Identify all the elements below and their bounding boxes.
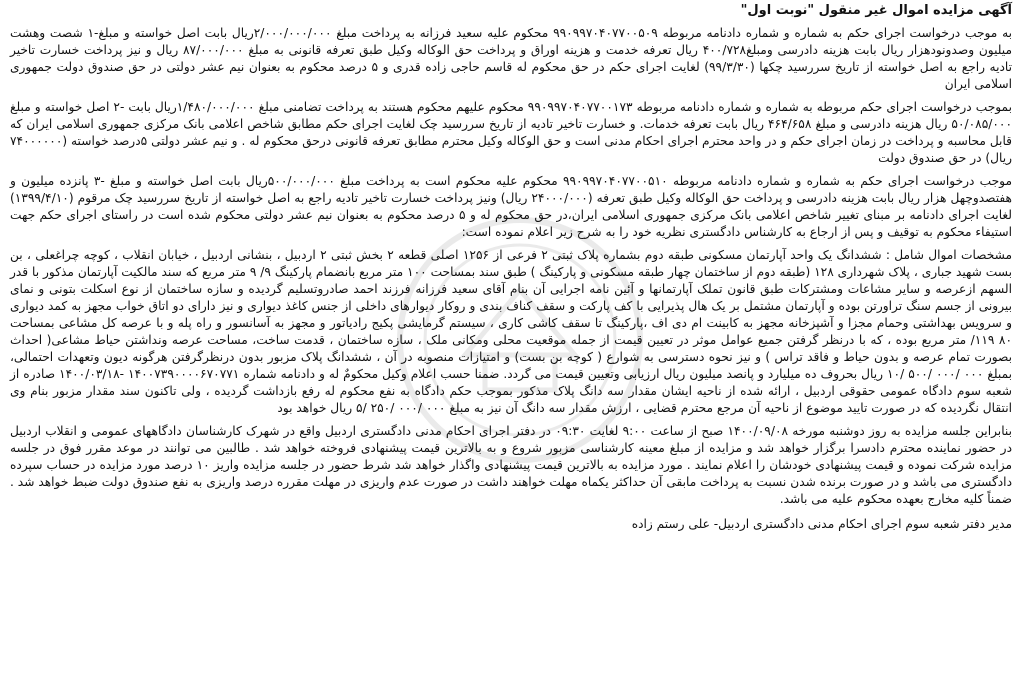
signature-line: مدیر دفتر شعبه سوم اجرای احکام مدنی دادگستری اردبیل- علی رستم زاده bbox=[631, 517, 1012, 531]
property-specifications: مشخصات اموال شامل : ششدانگ یک واحد آپارتمان مسکونی طبقه دوم بشماره پلاک ثبتی ۲ فرعی از ۱۲۵۶ اصلی قطعه ۲ بخش ثبتی ۲ اردبیل ، بنشانی اردبیل ، خیابان انقلاب ، کوچه چراغعلی ، بن بست شهید جباری ، پلاک شهرداری ۱۲۸ (طبقه دوم از ساختمان چهار طبقه مسکونی و پارکینگ ) طبق سند بمساحت ۱۰۰ متر مربع بانضمام پارکینگ ۹/ ۹ متر مربع که سند مالکیت آپارتمان مذکور با قدر السهم ازعرصه و سایر مشاعات ومشترکات طبق قانون تملک آپارتمانها و آئین نامه اجرایی آن بنام آقای سعید فرزانه فرزند احمد صادروتسلیم گردیده و سازه ساختمان از نوع اسکلت بتونی و نمای بیرونی از جسم سنگ تراورتن بوده و آپارتمان مشتمل بر یک هال پذیرایی با کف پارکت و سقف کناف بندی و روکار دیوارهای داخلی از جنس کاغذ دیواری و نیز دارای دو اتاق خواب مجهز به کمد دیواری و سرویس بهداشتی وحمام مجزا و آشپزخانه مجهز به کابینت ام دی اف ،پارکینگ تا سقف کاشی کاری ، سیستم گرمایشی پکیج رادیاتور و مجهز به آسانسور و راه پله و با عرصه کل مشاعی بمساحت ۸۰ ۱۱۹/ متر مربع بوده ، که با درنظر گرفتن جمیع عوامل موثر در تعیین قیمت از جمله موقعیت محلی ومکانی ملک ، سازه ساختمان ، قدمت ساخت، مساحت عرصه ونداشتن حیاط مشاعی( احداث بصورت تمام عرصه و بدون حیاط و فاقد تراس ) و نیز نحوه دسترسی به شوارع ( کوچه بن بست) و امتیازات منصوبه در آن ، ششدانگ پلاک مزبور بدون درنظرگرفتن هرگونه دیون وتعهدات احتمالی، بمبلغ ۰۰۰ /۰۰۰ /۵۰۰ /۱۰ ریال بحروف ده میلیارد و پانصد میلیون ریال ارزیابی وتعیین قیمت می گردد. ضمنا حسب اعلام وکیل محکومٌ له و دادنامه شماره ۱۴۰۰۷۳۹۰۰۰۰۶۷۰۷۷۱ -۱۴۰۰/۰۳/۱۸ صادره از شعبه سوم دادگاه عمومی حقوقی اردبیل ، ارائه شده از ناحیه ایشان مقدار سه دانگ پلاک مذکور بموجب حکم دادگاه به نفع محکوم له رفع بازداشت گردیده ، ولی تاکنون سند مقدار مزبور بنام وی انتقال نگردیده که در صورت تایید موضوع از ناحیه آن مرجع محترم قضایی ، ارزش مقدار سه دانگ آن نیز به مبلغ ۰۰۰ /۰۰۰ /۲۵۰ /۵ ریال خواهد بود bbox=[10, 248, 1013, 415]
auction-notice-document bbox=[10, 2, 1012, 688]
notice-title: آگهی مزایده اموال غیر منقول "نوبت اول" bbox=[740, 3, 1012, 18]
notice-paragraph-3: موجب درخواست اجرای حکم به شماره و شماره دادنامه مربوطه ۹۹۰۹۹۷۰۴۰۷۷۰۰۵۱۰ محکوم علیه محکوم است به پرداخت مبلغ ۵۰۰/۰۰۰/۰۰۰ریال بابت اصل خواسته و مبلغ -۳ پانزده میلیون و هفتصدوچهل هزار ریال بابت هزینه دادرسی و پرداخت حق الوکاله وکیل طبق تعرفه (۲۴۰۰۰/۰۰۰ ریال) ونیز پرداخت خسارت تاخیر تادیه راجع به اصل خواسته از تاریخ سررسید چک مرقوم (۱۳۹۹/۴/۱۰) لغایت اجرای دادنامه بر مبنای تغییر شاخص اعلامی بانک مرکزی جمهوری اسلامی ایران،در حق محکوم له و ۵ درصد محکوم به بعنوان نیم عشر دولتی محکوم شده است در راستای اجرای حکم جهت استیفاء محکوم به توقیف و پس از ارجاع به کارشناس دادگستری نظریه خود را به شرح زیر اعلام نموده است: bbox=[10, 174, 1013, 239]
notice-paragraph-2: بموجب درخواست اجرای حکم مربوطه به شماره و شماره دادنامه مربوطه ۹۹۰۹۹۷۰۴۰۷۷۰۰۱۷۳ محکوم علیهم محکوم هستند به پرداخت تضامنی مبلغ ۱/۴۸۰/۰۰۰/۰۰۰ریال بابت -۲ اصل خواسته و مبلغ ۵۰/۰۸۵/۰۰۰ ریال هزینه دادرسی و مبلغ ۴۶۴/۶۵۸ ریال بابت تعرفه خدمات. و خسارت تاخیر تادیه از تاریخ سررسید چک لغایت اجرای حکم مطابق شاخص اعلامی بانک مرکزی جمهوری اسلامی ایران که قابل محاسبه و پرداخت در زمان اجرای حکم و در واحد محترم اجرای احکام مدنی است و حق الوکاله وکیل محترم مطابق تعرفه قانونی درحق محکوم له . و نیم عشر دولتی ۵درصد خواسته (۷۴۰۰۰۰۰۰ ریال) در حق صندوق دولت bbox=[10, 100, 1012, 165]
notice-paragraph-1: به موجب درخواست اجرای حکم به شماره و شماره دادنامه مربوطه ۹۹۰۹۹۷۰۴۰۷۷۰۰۵۰۹ محکوم علیه سعید فرزانه به پرداخت مبلغ ۲/۰۰۰/۰۰۰/۰۰۰ریال بابت اصل خواسته و مبلغ-۱ شصت وهشت میلیون وصدونودهزار ریال بابت هزینه دادرسی ومبلغ۴۰۰/۷۲۸ ریال تعرفه خدمت و هزینه اوراق و پرداخت حق الوکاله وکیل طبق تعرفه قانونی به مبلغ ۸۷/۰۰۰/۰۰۰ ریال و نیز پرداخت خسارت تاخیر تادیه راجع به اصل خواسته از تاریخ سررسید چکها (۹۹/۳/۳۰) لغایت اجرای حکم در حق محکوم له قاسم حاجی زاده قدری و ۵ درصد محکوم به بعنوان نیم عشر دولتی در حق صندوق دولت جمهوری اسلامی ایران bbox=[10, 26, 1013, 91]
auction-session-details: بنابراین جلسه مزایده به روز دوشنبه مورخه ۱۴۰۰/۰۹/۰۸ صبح از ساعت ۹:۰۰ لغایت ۰۹:۳۰ در دفتر اجرای احکام مدنی دادگستری اردبیل واقع در شهرک کارشناسان دادگاههای عمومی و انقلاب اردبیل در حضور نماینده محترم دادسرا برگزار خواهد شد و مزایده از مبلغ معینه کارشناسی مزبور شروع و به بالاترین قیمت پیشنهادی فروخته خواهد شد . طالبین می توانند در موعد مقرر فوق در جلسه مزایده شرکت نموده و قیمت پیشنهادی خودشان را اعلام نمایند . مورد مزایده به بالاترین قیمت پیشنهادی واگذار خواهد شد شرط حضور در جلسه مزایده واریز ۱۰ درصد مورد مزایده در حساب سپرده دادگستری می باشد و در صورت برنده شدن نسبت به پرداخت مابقی آن حداکثر یکماه مهلت خواهند داشت در صورت عدم واریزی در مهلت مقرره درصد واریزی به نفع صندوق دولت ضبط خواهد شد . ضمناً کلیه مخارج بعهده محکوم علیه می باشد. bbox=[10, 424, 1012, 506]
